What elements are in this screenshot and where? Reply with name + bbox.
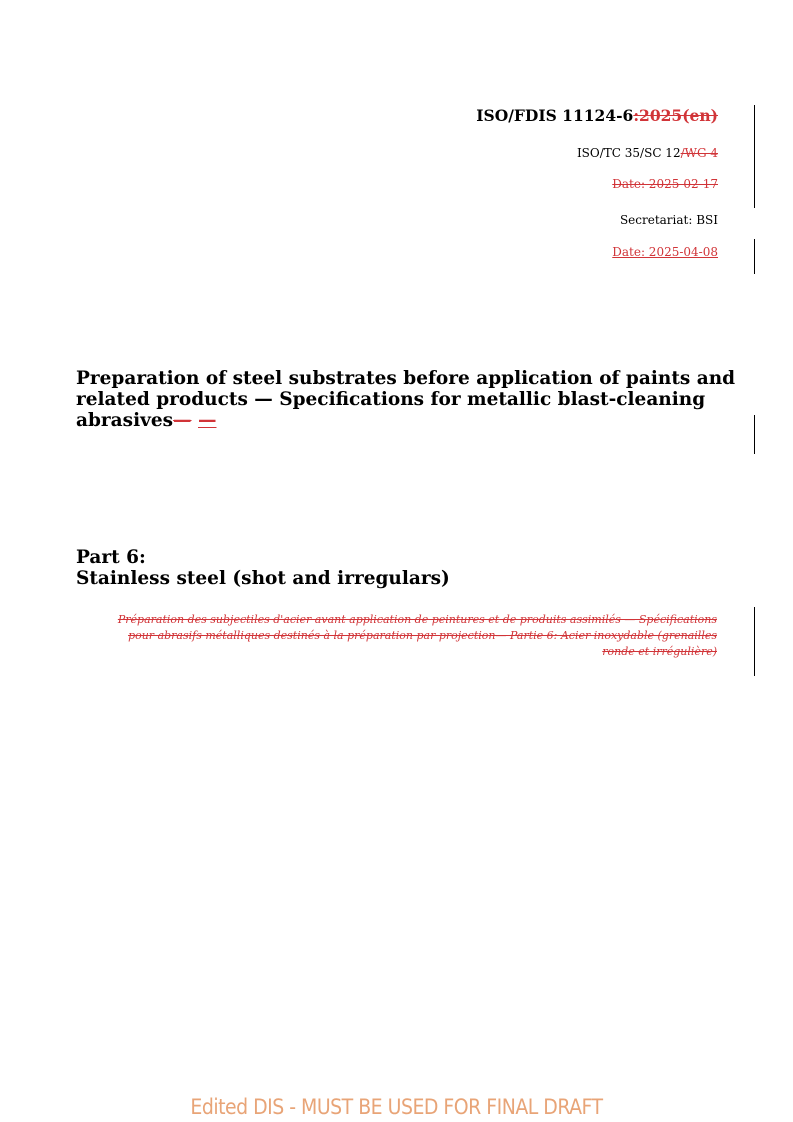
inserted-date: Date: 2025-04-08 <box>612 245 718 259</box>
change-bar <box>754 239 755 274</box>
change-bar <box>754 105 755 208</box>
document-number-text: ISO/FDIS 11124-6 <box>476 106 634 125</box>
committee-reference <box>577 146 718 160</box>
secretariat: Secretariat: BSI <box>619 213 718 227</box>
committee-text: ISO/TC 35/SC 12 <box>576 146 681 160</box>
part-number: Part 6: <box>76 547 146 568</box>
part-heading <box>76 547 450 589</box>
french-title-deleted: Préparation des subjectiles d'acier avant application de peintures et de produits assimilés — Spécifications pour abrasifs métalliques destinés à la préparation par projection— Partie 6: Acier inoxydable (grenailles ronde et irrégulière) <box>117 613 717 658</box>
change-bar <box>754 415 755 454</box>
deleted-date: Date: 2025-02-17 <box>612 177 718 191</box>
title-text: Preparation of steel substrates before application of paints and related products — Specifications for metallic blast-cleaning abrasives <box>76 368 736 431</box>
draft-watermark: Edited DIS - MUST BE USED FOR FINAL DRAFT <box>190 1095 603 1119</box>
title-inserted-dash: — <box>198 410 217 431</box>
document-title <box>76 368 736 431</box>
document-number-deleted: :2025(en) <box>633 106 718 125</box>
part-subtitle: Stainless steel (shot and irregulars) <box>76 568 450 589</box>
change-bar <box>754 607 755 676</box>
title-deleted-dash: — <box>173 410 192 431</box>
committee-deleted: /WG 4 <box>680 146 718 160</box>
document-number <box>476 106 718 125</box>
